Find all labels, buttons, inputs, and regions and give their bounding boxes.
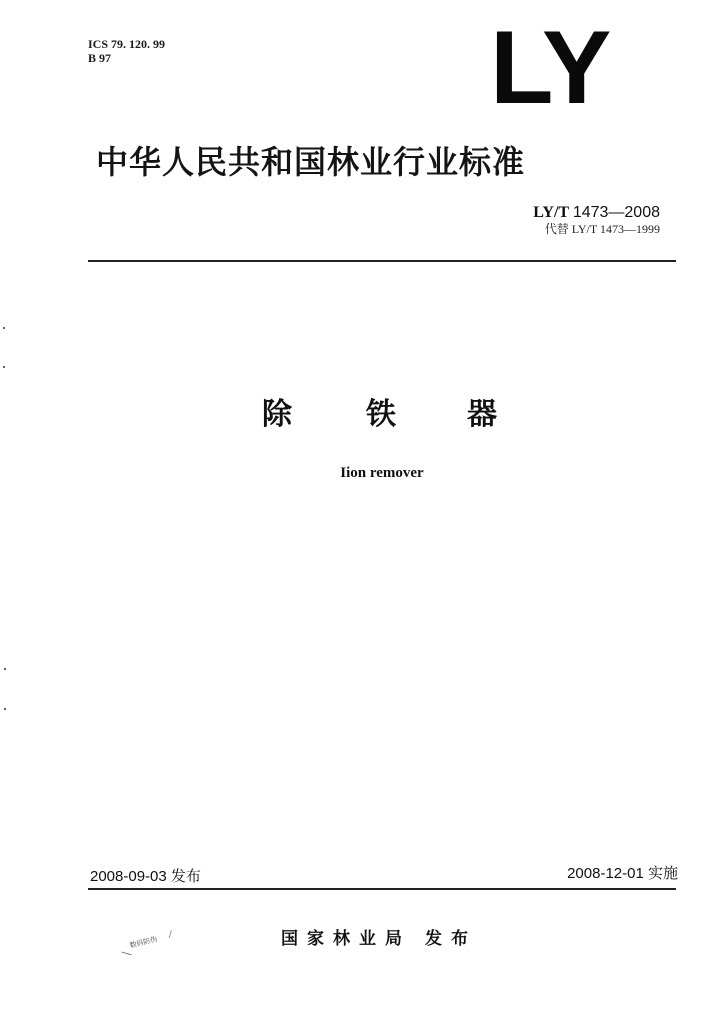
document-title-char: 器 — [467, 397, 497, 432]
scan-mark — [3, 366, 5, 368]
scan-mark — [4, 708, 6, 710]
document-title-char: 铁 — [366, 397, 396, 432]
ly-logo: LY — [490, 10, 610, 126]
stamp-line — [122, 952, 132, 956]
classification-code: B 97 — [88, 51, 112, 65]
scan-mark — [3, 327, 5, 329]
document-title-char: 除 — [262, 397, 292, 432]
standard-code — [533, 204, 660, 222]
stamp-text: 数码防伪 — [128, 935, 159, 950]
issuer-line — [281, 928, 477, 950]
bottom-divider — [88, 888, 676, 890]
standard-title: 中华人民共和国林业行业标准 — [96, 143, 526, 181]
scan-mark — [4, 668, 6, 670]
document-title — [262, 393, 502, 437]
standard-code-prefix: LY/T — [533, 204, 569, 221]
implementation-date: 2008-12-01 实施 — [567, 865, 678, 882]
top-divider — [88, 260, 676, 262]
issue-date: 2008-09-03 发布 — [90, 868, 201, 885]
ics-code: ICS 79. 120. 99 — [88, 37, 166, 51]
ics-block — [88, 37, 165, 65]
anti-counterfeit-stamp — [118, 926, 182, 962]
issuer-name: 国家林业局 — [281, 929, 411, 949]
replaces-standard: 代替 LY/T 1473—1999 — [544, 222, 660, 236]
english-title: Iion remover — [340, 465, 424, 481]
issuer-action: 发布 — [425, 929, 477, 949]
standard-code-number: 1473—2008 — [572, 204, 660, 221]
stamp-line — [169, 930, 172, 938]
